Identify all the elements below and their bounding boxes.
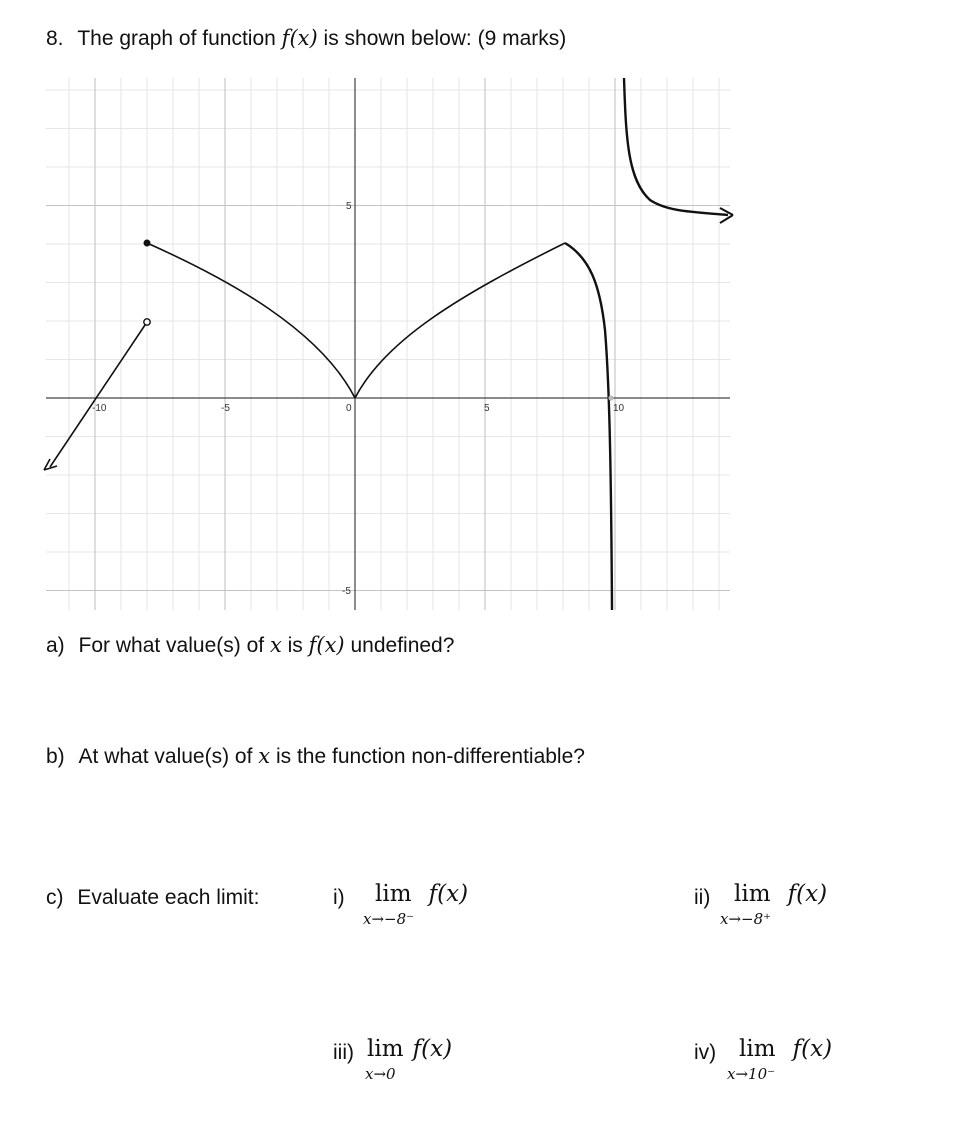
part-b-prefix: At what value(s) of — [78, 745, 259, 768]
limit-iv-sub: x→10⁻ — [727, 1065, 776, 1083]
limit-i-label: i) — [333, 886, 345, 909]
part-a-label: a) — [46, 634, 65, 657]
x-tick-label: 0 — [346, 403, 352, 414]
limit-iii-fx: f(x) — [412, 1036, 453, 1062]
x-intercept-dot — [608, 395, 613, 400]
part-a-suffix: undefined? — [344, 634, 455, 657]
part-a-var: x — [269, 633, 282, 657]
stem-suffix: is shown below: (9 marks) — [317, 27, 567, 50]
limit-iii-label: iii) — [333, 1041, 354, 1064]
curve-upper-branch — [624, 78, 728, 215]
limit-iv — [727, 1036, 833, 1083]
closed-point — [144, 240, 151, 247]
limit-iii-word: lim — [367, 1036, 404, 1062]
part-a — [46, 633, 454, 658]
open-point — [144, 319, 150, 325]
limit-iv-label: iv) — [694, 1041, 717, 1064]
limit-iv-word: lim — [739, 1036, 776, 1062]
limit-iii-sub: x→0 — [365, 1065, 396, 1083]
part-c-label: c) — [46, 886, 64, 909]
part-b — [46, 744, 585, 769]
limit-ii — [720, 881, 828, 928]
part-c — [46, 886, 259, 910]
stem-fx: f(x) — [281, 26, 318, 50]
question-number: 8. — [46, 27, 64, 50]
limit-ii-fx: f(x) — [787, 881, 828, 907]
limit-i-sub: x→−8⁻ — [363, 910, 415, 928]
limit-ii-label: ii) — [694, 886, 711, 909]
part-c-text: Evaluate each limit: — [77, 886, 260, 909]
part-a-prefix: For what value(s) of — [78, 634, 270, 657]
limit-ii-word: lim — [734, 881, 771, 907]
y-tick-label: 5 — [346, 201, 352, 212]
part-b-suffix: is the function non-differentiable? — [270, 745, 585, 768]
x-tick-label: -5 — [221, 403, 230, 414]
y-tick-label: -5 — [342, 586, 351, 597]
x-tick-label: -10 — [92, 403, 107, 414]
axes — [46, 78, 730, 610]
grid-major — [46, 78, 730, 610]
limit-iii — [365, 1036, 453, 1083]
part-a-mid: is — [281, 634, 309, 657]
limit-i-word: lim — [375, 881, 412, 907]
y-tick-labels — [342, 201, 352, 597]
limit-iv-fx: f(x) — [792, 1036, 833, 1062]
x-tick-label: 5 — [484, 403, 490, 414]
stem-prefix: The graph of function — [77, 27, 282, 50]
part-b-label: b) — [46, 745, 65, 768]
grid-minor — [46, 78, 730, 610]
part-b-var: x — [258, 744, 271, 768]
curve-left-line — [50, 322, 147, 467]
x-tick-labels — [92, 403, 625, 414]
limit-i-fx: f(x) — [428, 881, 469, 907]
limit-i — [363, 881, 469, 928]
limit-ii-sub: x→−8⁺ — [720, 910, 772, 928]
x-tick-label: 10 — [613, 403, 625, 414]
part-a-fx: f(x) — [308, 633, 345, 657]
